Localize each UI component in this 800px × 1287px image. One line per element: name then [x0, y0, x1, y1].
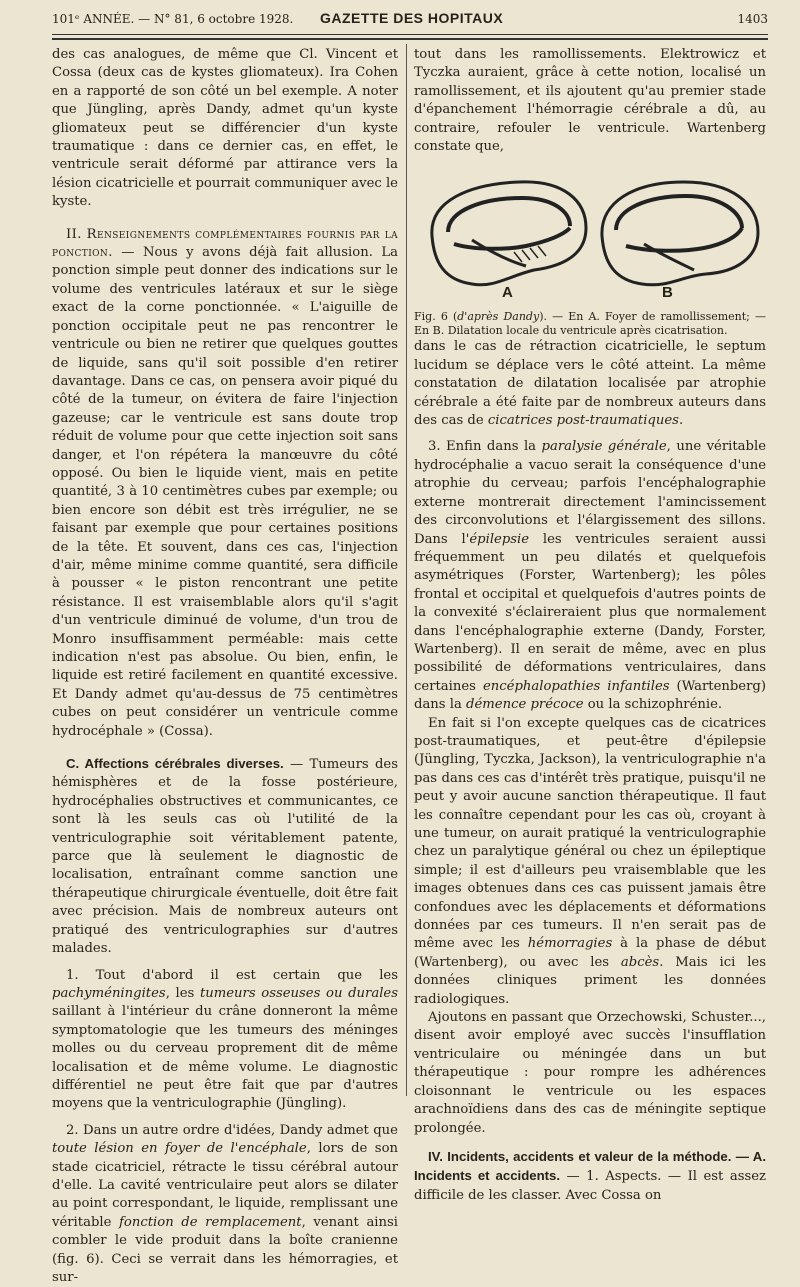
diagram-b [602, 182, 758, 285]
paragraph-lesion-en-foyer: 2. Dans un autre ordre d'idées, Dandy admet que toute lésion en foyer de l'encéphale, lors de son stade cicatriciel, rétracte le tissu cérébral autour d'elle. La cavité ventriculaire peut alors se dilater au point correspondant, le liquide, remplissant une véritable fonction de remplacement, venant ainsi combler le vide produit dans la boîte cranienne (fig. 6). Ceci se verrait dans les hémorragies, et sur- [52, 1122, 399, 1285]
figure-label-a: A [502, 284, 513, 302]
paragraph-affections: C. Affections cérébrales diverses. — Tumeurs des hémisphères et de la fosse postérieure, hydrocéphalies obstructives et communicantes, ce sont là les seuls cas où l'utilité de la ventriculographie soit véritablement patente, parce que là seulement le diagnostic de localisation, entraînant comme sanction une thérapeutique chirurgicale éventuelle, doit être fait avec précision. Mais de nombreux auteurs ont pratiqué des ventriculographies sur d'autres malades. [52, 756, 398, 957]
brain-diagrams [414, 166, 766, 306]
page-number: 1403 [737, 12, 768, 26]
paragraph-renseignements: II. Renseignements complémentaires fournis par la ponction. — Nous y avons déjà fait allusion. La ponction simple peut donner des indications sur le volume des ventricules latéraux et sur le siège exact de la corne ponctionnée. « L'aiguille de ponction occipitale peut ne pas rencontrer le ventricule ou bien ne retirer que quelques gouttes de liquide, sans qu'il soit possible d'en retirer davantage. Dans ce cas, on pensera avoir piqué du côté de la tumeur, on évitera de faire l'injection gazeuse; car le ventricule est sans doute trop réduit de volume pour que cette injection soit sans danger, et l'on répétera la manœuvre du côté opposé. Ou bien le liquide vient, mais en petite quantité, 3 à 10 centimètres cubes par exemple; ou bien encore son débit est très irrégulier, ne se faisant par exemple que pour certaines positions de la tête. Et souvent, dans ces cas, l'injection d'air, même minime comme quantité, sera difficile à pousser « le piston rencontrant une petite résistance. Il est vraisemblable alors qu'il s'agit d'un ventricule diminué de volume, d'un trou de Monro insuffisamment perméable: mais cette indication n'est pas absolue. Ou bien, enfin, le liquide est retiré facilement en quantité excessive. Et Dandy admet qu'au-dessus de 75 centimètres cubes on peut considérer un ventricule comme hydrocéphale » (Cossa). [52, 226, 398, 739]
column-divider [406, 44, 407, 1096]
paragraph-retraction: dans le cas de rétraction cicatricielle, le septum lucidum se déplace vers le côté atteint. La même constatation de dilatation localisée par atrophie cérébrale a été faite par de nombreux auteurs dans des cas de cicatrices post-traumatiques. [414, 339, 766, 429]
diagram-a [432, 182, 586, 285]
section-heading: II. Renseignements complémentaires fournis par la ponction. [52, 226, 398, 261]
header-rule [52, 34, 768, 35]
figure-label-b: B [662, 284, 673, 302]
figure-6 [414, 166, 766, 306]
issue-line: 101ᵉ ANNÉE. — N° 81, 6 octobre 1928. [52, 12, 294, 26]
paragraph-en-fait: En fait si l'on excepte quelques cas de cicatrices post-traumatiques, et peut-être d'épilepsie (Jüngling, Tyczka, Jackson), la ventriculographie n'a pas dans ces cas d'intérêt très pratique, puisqu'il ne peut y avoir aucune sanction thérapeutique. Il faut les connaître cependant pour les cas où, croyant à une tumeur, on aurait pratiqué la ventriculographie chez un paralytique général ou chez un épileptique simple; il est d'ailleurs peu vraisemblable que les images obtenues dans ces cas puissent jamais être confondues avec les déplacements et déformations données par ces tumeurs. Il n'en serait pas de même avec les hémorragies à la phase de début (Wartenberg), ou avec les abcès. Mais ici les données cliniques priment les données radiologiques. [414, 715, 766, 1007]
right-column [414, 46, 766, 1205]
header-rule-thick [52, 38, 768, 40]
running-header [52, 6, 768, 32]
section-heading: C. Affections cérébrales diverses. [66, 756, 284, 772]
paragraph-paralysie: 3. Enfin dans la paralysie générale, une véritable hydrocéphalie a vacuo serait la conséquence d'une atrophie du cerveau; parfois l'encéphalographie externe montrerait directement l'amincissement des circonvolutions et l'élargissement des sillons. Dans l'épilepsie les ventricules seraient aussi fréquemment un peu dilatés et quelquefois asymétriques (Forster, Wartenberg); les pôles frontal et occipital et quelquefois d'autres points de la convexité s'éclaireraient plus que normalement dans l'encéphalographie externe (Dandy, Forster, Wartenberg). Il en serait de même, avec en plus possibilité de déformations ventriculaires, dans certaines encéphalopathies infantiles (Wartenberg) dans la démence précoce ou la schizophrénie. [414, 439, 766, 713]
paragraph: tout dans les ramollissements. Elektrowicz et Tyczka auraient, grâce à cette notion, localisé un ramollissement, et ils ajoutent qu'au premier stade d'épanchement l'hémorragie cérébrale a dû, au contraire, refouler le ventricule. Wartenberg constate que, [414, 47, 766, 155]
paragraph-ajoutons: Ajoutons en passant que Orzechowski, Schuster..., disent avoir employé avec succès l'insufflation ventriculaire ou méningée dans un but thérapeutique : pour rompre les adhérences cloisonnant le ventricule ou les espaces arachnoïdiens dans des cas de méningite septique prolongée. [414, 1010, 766, 1136]
paragraph-pachymeningites: 1. Tout d'abord il est certain que les pachyméningites, les tumeurs osseuses ou durales saillant à l'intérieur du crâne donneront la même symptomatologie que les tumeurs des méninges molles ou du cerveau proprement dit de même localisation et de même volume. Le diagnostic différentiel ne peut être fait que par d'autres moyens que la ventriculographie (Jüngling). [52, 967, 398, 1112]
section-heading: IV. Incidents, accidents et valeur de la méthode. [428, 1148, 732, 1164]
paragraph-incidents: IV. Incidents, accidents et valeur de la méthode. — A. Incidents et accidents. — 1. Aspects. — Il est assez difficile de les classer. Avec Cossa on [414, 1148, 766, 1203]
left-column [52, 46, 398, 1287]
figure-caption: Fig. 6 (d'après Dandy). — En A. Foyer de ramollissement; — En B. Dilatation locale du ventricule après cicatrisation. [414, 310, 766, 338]
paragraph: des cas analogues, de même que Cl. Vincent et Cossa (deux cas de kystes gliomateux). Ira Cohen en a rapporté de son côté un bel exemple. A noter que Jüngling, après Dandy, admet qu'un kyste gliomateux peut se différencier d'un kyste traumatique : dans ce dernier cas, en effet, le ventricule serait déformé par attirance vers la lésion cicatricielle et pourrait communiquer avec le kyste. [52, 47, 398, 210]
journal-title: GAZETTE DES HOPITAUX [320, 10, 504, 26]
